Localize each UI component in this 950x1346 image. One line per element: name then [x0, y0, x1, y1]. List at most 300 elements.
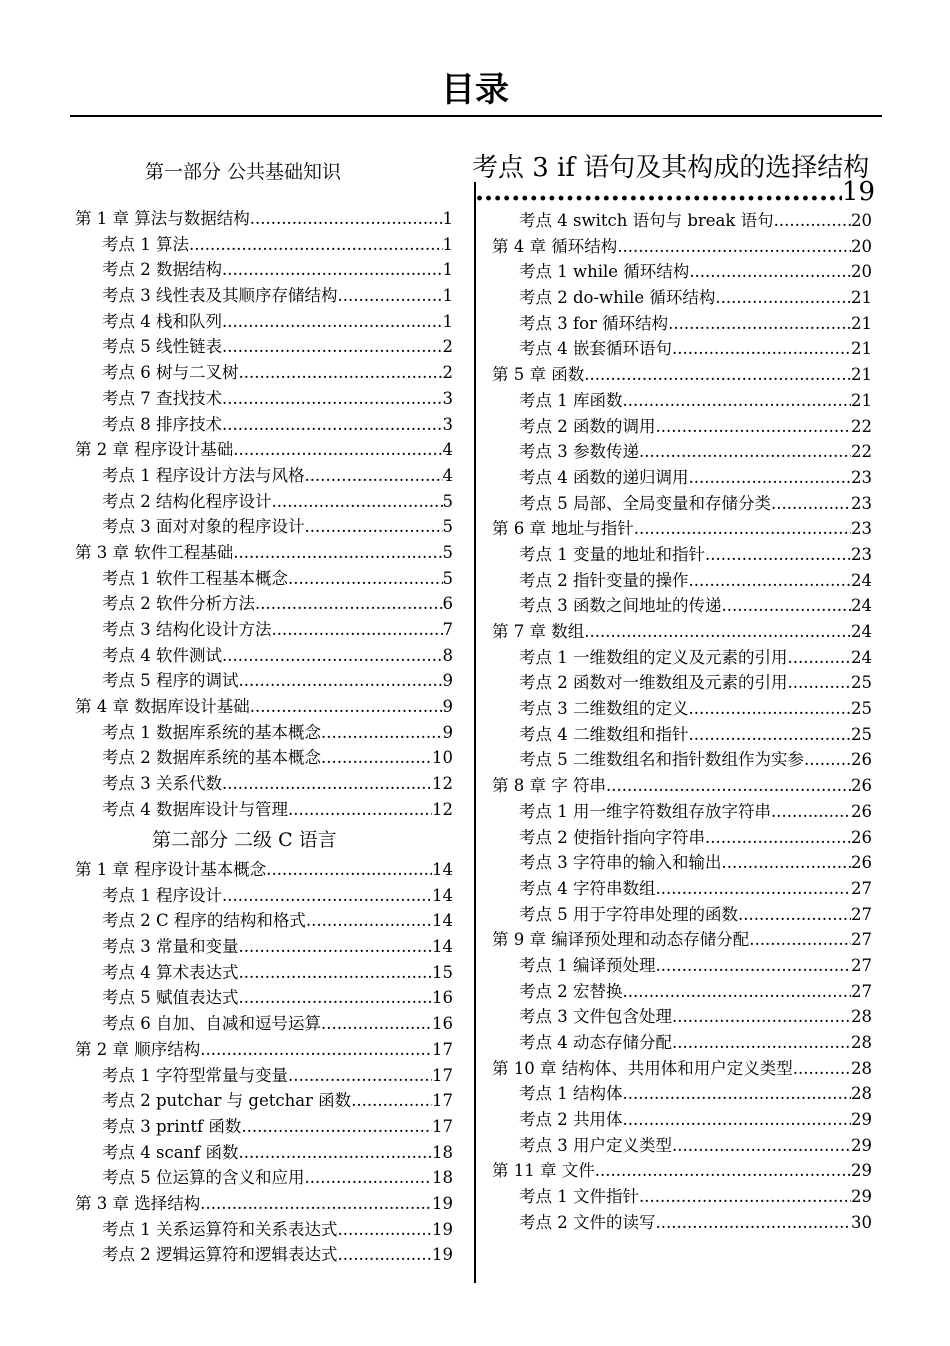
dot-leader — [250, 694, 443, 720]
toc-chapter-entry[interactable] — [492, 362, 872, 388]
toc-entry-page: 28 — [851, 1058, 872, 1078]
toc-entry-title: 考点 2 指针变量的操作 — [519, 570, 689, 590]
toc-section-entry[interactable] — [492, 311, 872, 337]
dot-leader — [634, 516, 851, 542]
dot-leader — [672, 1133, 851, 1159]
toc-entry-page: 26 — [851, 750, 872, 770]
toc-section-entry[interactable] — [75, 566, 453, 592]
toc-entry-page: 7 — [442, 620, 453, 639]
toc-section-entry[interactable] — [75, 643, 453, 669]
toc-chapter-entry[interactable] — [492, 234, 872, 260]
toc-entry-title: 考点 5 用于字符串处理的函数 — [519, 904, 738, 924]
toc-section-entry[interactable] — [75, 283, 453, 309]
toc-section-entry[interactable] — [492, 465, 872, 491]
dot-leader — [321, 745, 432, 771]
toc-section-entry[interactable] — [75, 412, 453, 438]
toc-entry-page: 9 — [442, 671, 453, 691]
toc-section-entry[interactable] — [492, 1184, 872, 1210]
toc-entry-title: 考点 2 使指针指向字符串 — [519, 827, 705, 847]
toc-entry-page: 22 — [851, 442, 872, 462]
toc-entry-title: 考点 4 嵌套循环语句 — [519, 339, 672, 359]
toc-entry-title: 第 11 章 文件 — [492, 1161, 595, 1181]
toc-entry-page: 9 — [442, 722, 453, 742]
toc-entry-page: 28 — [851, 1033, 872, 1052]
toc-entry-title: 考点 1 程序设计方法与风格 — [102, 465, 305, 485]
toc-section-entry[interactable] — [75, 334, 453, 360]
toc-entry-title: 考点 2 软件分析方法 — [102, 594, 255, 614]
toc-section-entry[interactable] — [75, 745, 453, 771]
toc-entry-page: 19 — [841, 178, 875, 206]
toc-chapter-entry[interactable] — [492, 516, 872, 542]
toc-entry-page: 16 — [432, 988, 453, 1008]
dot-leader — [623, 388, 852, 414]
toc-entry-page: 24 — [851, 647, 872, 667]
toc-section-entry[interactable] — [492, 1133, 872, 1159]
toc-section-entry[interactable] — [492, 722, 872, 748]
dot-leader — [305, 1165, 433, 1191]
toc-entry-title: 考点 8 排序技术 — [102, 414, 222, 434]
toc-entry-large[interactable]: 考点 3 if 语句及其构成的选择结构 — [472, 153, 870, 183]
toc-entry-title: 考点 2 数据库系统的基本概念 — [102, 748, 321, 768]
toc-section-entry[interactable] — [75, 232, 453, 258]
dot-leader — [288, 1063, 432, 1089]
dot-leader — [617, 234, 851, 260]
dot-leader — [672, 336, 851, 362]
toc-entry-title: 考点 5 线性链表 — [102, 337, 222, 357]
toc-entry-page: 28 — [851, 1084, 872, 1104]
dot-leader — [338, 283, 443, 309]
toc-entry-title: 考点 1 软件工程基本概念 — [102, 568, 288, 588]
toc-entry-page: 22 — [851, 416, 872, 436]
toc-entry-title: 考点 2 逻辑运算符和逻辑表达式 — [102, 1245, 338, 1265]
toc-entry-page: 28 — [851, 1007, 872, 1027]
toc-entry-title: 考点 5 二维数组名和指针数组作为实参 — [519, 750, 804, 770]
toc-entry-title: 考点 3 线性表及其顺序存储结构 — [102, 286, 338, 306]
toc-entry-page: 21 — [851, 339, 872, 359]
toc-entry-title: 考点 4 算术表达式 — [102, 962, 239, 982]
toc-section-entry[interactable] — [75, 934, 453, 960]
toc-entry-title: 考点 4 栈和队列 — [102, 311, 222, 331]
column-divider — [474, 182, 476, 1283]
toc-entry-title: 考点 1 关系运算符和关系表达式 — [102, 1219, 338, 1239]
dot-leader — [239, 668, 443, 694]
dot-leader — [288, 797, 432, 823]
toc-entry-page: 19 — [432, 1219, 453, 1239]
toc-chapter-entry[interactable] — [75, 1037, 453, 1063]
toc-entry-page: 14 — [432, 911, 453, 931]
toc-entry-page: 18 — [432, 1168, 453, 1188]
toc-entry-title: 考点 1 结构体 — [519, 1084, 623, 1104]
dot-leader — [200, 1191, 432, 1217]
toc-entry-page: 21 — [851, 365, 872, 385]
toc-section-entry[interactable] — [492, 439, 872, 465]
toc-section-entry[interactable] — [492, 825, 872, 851]
toc-entry-title: 考点 2 函数的调用 — [519, 416, 656, 436]
dot-leader — [272, 617, 443, 643]
toc-entry-page: 5 — [442, 491, 453, 511]
dot-leader — [689, 696, 852, 722]
dot-leader — [584, 362, 851, 388]
dot-leader — [672, 1030, 851, 1056]
dot-leader — [239, 1140, 432, 1166]
dot-leader — [689, 722, 852, 748]
toc-entry-title: 考点 4 动态存储分配 — [519, 1033, 672, 1052]
dot-leader — [749, 927, 851, 953]
toc-entry-title: 第 9 章 编译预处理和动态存储分配 — [492, 930, 750, 950]
toc-section-entry[interactable] — [75, 908, 453, 934]
toc-section-entry[interactable] — [75, 386, 453, 412]
toc-entry-page: 17 — [432, 1091, 453, 1111]
toc-entry-title: 考点 2 共用体 — [519, 1110, 623, 1130]
dot-leader — [222, 883, 432, 909]
dot-leader — [222, 386, 443, 412]
toc-entry-title: 考点 1 用一维字符数组存放字符串 — [519, 801, 771, 821]
dot-leader — [239, 934, 433, 960]
toc-section-entry[interactable] — [492, 568, 872, 594]
dot-leader — [266, 857, 432, 883]
toc-entry-title: 考点 4 数据库设计与管理 — [102, 799, 288, 819]
toc-entry-title: 考点 1 库函数 — [519, 390, 623, 410]
toc-entry-page: 12 — [432, 774, 453, 794]
toc-entry-page: 4 — [442, 440, 453, 460]
toc-part-two — [75, 857, 453, 1268]
toc-chapter-entry[interactable] — [75, 206, 453, 232]
part-two-heading: 第二部分 二级 C 语言 — [152, 829, 337, 851]
toc-entry-page: 15 — [432, 962, 453, 982]
toc-entry-large-leader — [475, 178, 875, 206]
part-one-heading: 第一部分 公共基础知识 — [145, 161, 342, 183]
toc-entry-page: 17 — [432, 1039, 453, 1059]
toc-entry-title: 考点 3 for 循环结构 — [519, 313, 669, 333]
toc-entry-page: 2 — [442, 363, 453, 383]
toc-entry-page: 21 — [851, 313, 872, 333]
toc-entry-page: 21 — [851, 390, 872, 410]
dot-leader — [639, 439, 851, 465]
dot-leader — [656, 1210, 852, 1236]
toc-entry-title: 第 4 章 数据库设计基础 — [75, 697, 250, 717]
toc-section-entry[interactable] — [75, 1088, 453, 1114]
toc-entry-title: 考点 4 二维数组和指针 — [519, 724, 689, 744]
toc-entry-title: 考点 6 自加、自减和逗号运算 — [102, 1014, 321, 1034]
dot-leader — [793, 1056, 851, 1082]
toc-entry-title: 考点 2 数据结构 — [102, 260, 222, 280]
toc-section-entry[interactable] — [75, 720, 453, 746]
dot-leader — [705, 825, 851, 851]
toc-entry-page: 27 — [851, 930, 872, 950]
dot-leader — [321, 720, 443, 746]
toc-section-entry[interactable] — [492, 259, 872, 285]
toc-entry-title: 第 1 章 算法与数据结构 — [75, 209, 250, 228]
toc-entry-page: 10 — [432, 748, 453, 768]
toc-entry-page: 27 — [851, 878, 872, 898]
toc-chapter-entry[interactable] — [492, 1158, 872, 1184]
toc-entry-page: 12 — [432, 799, 453, 819]
toc-entry-page: 1 — [442, 209, 453, 228]
toc-entry-title: 第 5 章 函数 — [492, 365, 585, 385]
dot-leader — [722, 850, 852, 876]
toc-section-entry[interactable] — [492, 542, 872, 568]
toc-section-entry[interactable] — [492, 1030, 872, 1056]
toc-entry-page: 17 — [432, 1116, 453, 1136]
toc-chapter-entry[interactable] — [75, 437, 453, 463]
dot-leader — [189, 232, 443, 258]
toc-section-entry[interactable] — [75, 514, 453, 540]
dot-leader — [656, 953, 852, 979]
toc-entry-title: 考点 4 函数的递归调用 — [519, 467, 689, 487]
dot-leader — [222, 334, 443, 360]
toc-entry-title: 考点 1 算法 — [102, 234, 189, 254]
toc-section-entry[interactable] — [492, 696, 872, 722]
toc-chapter-entry[interactable] — [75, 694, 453, 720]
dot-leader — [656, 876, 852, 902]
toc-entry-title: 考点 2 putchar 与 getchar 函数 — [102, 1091, 352, 1111]
toc-entry-page: 5 — [442, 517, 453, 537]
toc-section-entry[interactable] — [492, 388, 872, 414]
toc-section-entry[interactable] — [492, 1004, 872, 1030]
toc-section-entry[interactable] — [492, 208, 872, 234]
toc-section-entry[interactable] — [492, 1107, 872, 1133]
toc-chapter-entry[interactable] — [75, 857, 453, 883]
toc-entry-page: 24 — [851, 596, 872, 616]
toc-section-entry[interactable] — [492, 1210, 872, 1236]
toc-section-entry[interactable] — [75, 463, 453, 489]
toc-entry-page: 26 — [851, 801, 872, 821]
toc-entry-page: 19 — [432, 1245, 453, 1265]
toc-entry-page: 25 — [851, 724, 872, 744]
toc-section-entry[interactable] — [75, 883, 453, 909]
dot-leader — [239, 360, 443, 386]
dot-leader — [222, 309, 443, 335]
dot-leader — [241, 1114, 432, 1140]
toc-entry-title: 考点 5 程序的调试 — [102, 671, 239, 691]
dot-leader — [338, 1242, 433, 1268]
toc-entry-title: 考点 1 while 循环结构 — [519, 262, 690, 282]
toc-section-entry[interactable] — [75, 257, 453, 283]
toc-section-entry[interactable] — [75, 1011, 453, 1037]
toc-entry-page: 29 — [851, 1135, 872, 1155]
dot-leader — [689, 568, 852, 594]
toc-entry-page: 29 — [851, 1187, 872, 1207]
dot-leader — [639, 1184, 851, 1210]
toc-chapter-entry[interactable] — [492, 1056, 872, 1082]
dot-leader — [233, 540, 442, 566]
toc-section-entry[interactable] — [492, 747, 872, 773]
toc-entry-title: 第 3 章 选择结构 — [75, 1193, 201, 1213]
toc-entry-title: 考点 3 用户定义类型 — [519, 1135, 672, 1155]
toc-entry-title: 第 2 章 程序设计基础 — [75, 440, 234, 460]
toc-entry-title: 考点 2 文件的读写 — [519, 1212, 656, 1232]
toc-chapter-entry[interactable] — [492, 927, 872, 953]
toc-entry-page: 29 — [851, 1161, 872, 1181]
dot-leader — [239, 960, 433, 986]
toc-entry-page: 4 — [442, 465, 453, 485]
toc-entry-title: 考点 1 程序设计 — [102, 885, 222, 905]
toc-entry-title: 考点 3 函数之间地址的传递 — [519, 596, 722, 616]
toc-entry-page: 14 — [432, 937, 453, 957]
toc-section-entry[interactable] — [75, 771, 453, 797]
toc-section-entry[interactable] — [75, 985, 453, 1011]
toc-entry-page: 1 — [442, 234, 453, 254]
toc-entry-page: 25 — [851, 699, 872, 719]
dot-leader — [321, 1011, 432, 1037]
toc-entry-page: 23 — [851, 467, 872, 487]
dot-leader — [705, 542, 851, 568]
toc-entry-title: 考点 2 C 程序的结构和格式 — [102, 911, 306, 931]
toc-entry-title: 考点 4 字符串数组 — [519, 878, 656, 898]
toc-entry-page: 21 — [851, 288, 872, 308]
toc-entry-page: 20 — [851, 236, 872, 256]
toc-section-entry[interactable] — [75, 668, 453, 694]
toc-entry-title: 第 1 章 程序设计基本概念 — [75, 860, 267, 879]
toc-entry-page: 26 — [851, 827, 872, 847]
toc-entry-page: 27 — [851, 904, 872, 924]
toc-entry-title: 考点 7 查找技术 — [102, 388, 222, 408]
toc-section-entry[interactable] — [75, 360, 453, 386]
dot-leader — [595, 1158, 851, 1184]
toc-section-entry[interactable] — [75, 797, 453, 823]
toc-entry-title: 考点 4 软件测试 — [102, 645, 222, 665]
toc-entry-page: 1 — [442, 260, 453, 280]
dot-leader — [689, 465, 852, 491]
toc-section-entry[interactable] — [75, 1165, 453, 1191]
toc-chapter-entry[interactable] — [75, 1191, 453, 1217]
toc-entry-title: 第 2 章 顺序结构 — [75, 1039, 201, 1059]
toc-entry-title: 考点 3 结构化设计方法 — [102, 620, 272, 639]
dot-leader — [788, 670, 852, 696]
toc-entry-page: 5 — [442, 542, 453, 562]
toc-entry-page: 2 — [442, 337, 453, 357]
page-title: 目录 — [441, 70, 509, 110]
toc-entry-page: 16 — [432, 1014, 453, 1034]
toc-section-entry[interactable] — [492, 414, 872, 440]
toc-section-entry[interactable] — [492, 336, 872, 362]
toc-entry-page: 14 — [432, 860, 453, 879]
toc-chapter-entry[interactable] — [492, 619, 872, 645]
toc-entry-page: 3 — [442, 388, 453, 408]
toc-entry-title: 考点 2 结构化程序设计 — [102, 491, 272, 511]
toc-entry-title: 考点 3 字符串的输入和输出 — [519, 853, 722, 873]
dot-leader — [606, 773, 851, 799]
toc-section-entry[interactable] — [492, 850, 872, 876]
dot-leader — [715, 285, 851, 311]
toc-entry-page: 3 — [442, 414, 453, 434]
dot-leader — [722, 593, 852, 619]
toc-entry-page: 23 — [851, 544, 872, 564]
toc-section-entry[interactable] — [492, 1081, 872, 1107]
toc-section-entry[interactable] — [75, 1063, 453, 1089]
toc-entry-page: 1 — [442, 286, 453, 306]
dot-leader — [222, 257, 443, 283]
dot-leader — [255, 591, 443, 617]
dot-leader — [250, 206, 443, 232]
toc-section-entry[interactable] — [492, 953, 872, 979]
toc-entry-page: 9 — [442, 697, 453, 717]
toc-section-entry[interactable] — [75, 960, 453, 986]
dot-leader — [771, 799, 851, 825]
toc-section-entry[interactable] — [492, 491, 872, 517]
toc-section-entry[interactable] — [492, 876, 872, 902]
toc-entry-page: 29 — [851, 1110, 872, 1130]
dot-leader — [272, 489, 443, 515]
dot-leader — [200, 1037, 432, 1063]
toc-part-one — [75, 206, 453, 823]
toc-entry-title: 考点 4 scanf 函数 — [102, 1142, 239, 1162]
toc-entry-title: 考点 4 switch 语句与 break 语句 — [519, 211, 774, 230]
dot-leader — [804, 747, 851, 773]
toc-entry-page: 26 — [851, 853, 872, 873]
toc-entry-title: 考点 5 赋值表达式 — [102, 988, 239, 1008]
toc-entry-title: 考点 3 常量和变量 — [102, 937, 239, 957]
toc-entry-title: 第 8 章 字 符串 — [492, 776, 606, 796]
toc-section-entry[interactable] — [75, 309, 453, 335]
dot-leader — [239, 985, 433, 1011]
toc-entry-page: 8 — [442, 645, 453, 665]
toc-entry-title: 考点 3 文件包含处理 — [519, 1007, 672, 1027]
toc-section-entry[interactable] — [75, 1217, 453, 1243]
dot-leader — [689, 259, 851, 285]
toc-entry-title: 第 7 章 数组 — [492, 622, 585, 641]
toc-entry-title: 考点 3 二维数组的定义 — [519, 699, 689, 719]
toc-section-entry[interactable] — [75, 617, 453, 643]
toc-right-column — [492, 208, 872, 1236]
dot-leader — [672, 1004, 851, 1030]
toc-entry-title: 考点 5 局部、全局变量和存储分类 — [519, 493, 771, 513]
toc-section-entry[interactable] — [492, 902, 872, 928]
toc-entry-title: 考点 2 do-while 循环结构 — [519, 288, 716, 308]
dot-leader — [771, 491, 851, 517]
dot-leader — [351, 1088, 432, 1114]
toc-chapter-entry[interactable] — [75, 540, 453, 566]
toc-entry-title: 第 3 章 软件工程基础 — [75, 542, 234, 562]
dot-leader — [305, 463, 443, 489]
toc-section-entry[interactable] — [492, 799, 872, 825]
dot-leader — [222, 643, 443, 669]
toc-section-entry[interactable] — [492, 593, 872, 619]
toc-entry-page: 30 — [851, 1212, 872, 1232]
toc-chapter-entry[interactable] — [492, 773, 872, 799]
toc-entry-title: 考点 1 一维数组的定义及元素的引用 — [519, 647, 788, 667]
toc-section-entry[interactable] — [492, 645, 872, 671]
toc-entry-title: 考点 3 面对对象的程序设计 — [102, 517, 305, 537]
dot-leader — [623, 1081, 852, 1107]
toc-entry-title: 考点 1 文件指针 — [519, 1187, 639, 1207]
toc-entry-page: 27 — [851, 955, 872, 975]
toc-entry-title: 考点 6 树与二叉树 — [102, 363, 239, 383]
title-rule — [70, 115, 882, 117]
toc-entry-title: 考点 1 编译预处理 — [519, 955, 656, 975]
toc-section-entry[interactable] — [75, 1242, 453, 1268]
toc-entry-title: 考点 5 位运算的含义和应用 — [102, 1168, 305, 1188]
toc-section-entry[interactable] — [75, 1140, 453, 1166]
toc-entry-page: 17 — [432, 1065, 453, 1085]
dot-leader — [584, 619, 851, 645]
toc-entry-page: 14 — [432, 885, 453, 905]
toc-section-entry[interactable] — [75, 591, 453, 617]
toc-entry-title: 考点 2 宏替换 — [519, 981, 623, 1001]
toc-section-entry[interactable] — [75, 489, 453, 515]
toc-section-entry[interactable] — [492, 979, 872, 1005]
toc-entry-title: 第 6 章 地址与指针 — [492, 519, 634, 539]
dot-leader — [774, 208, 851, 234]
toc-entry-page: 20 — [851, 211, 872, 230]
toc-entry-title: 第 10 章 结构体、共用体和用户定义类型 — [492, 1058, 793, 1078]
toc-entry-page: 18 — [432, 1142, 453, 1162]
toc-section-entry[interactable] — [75, 1114, 453, 1140]
toc-section-entry[interactable] — [492, 670, 872, 696]
toc-section-entry[interactable] — [492, 285, 872, 311]
toc-entry-title: 考点 3 参数传递 — [519, 442, 639, 462]
toc-entry-page: 1 — [442, 311, 453, 331]
